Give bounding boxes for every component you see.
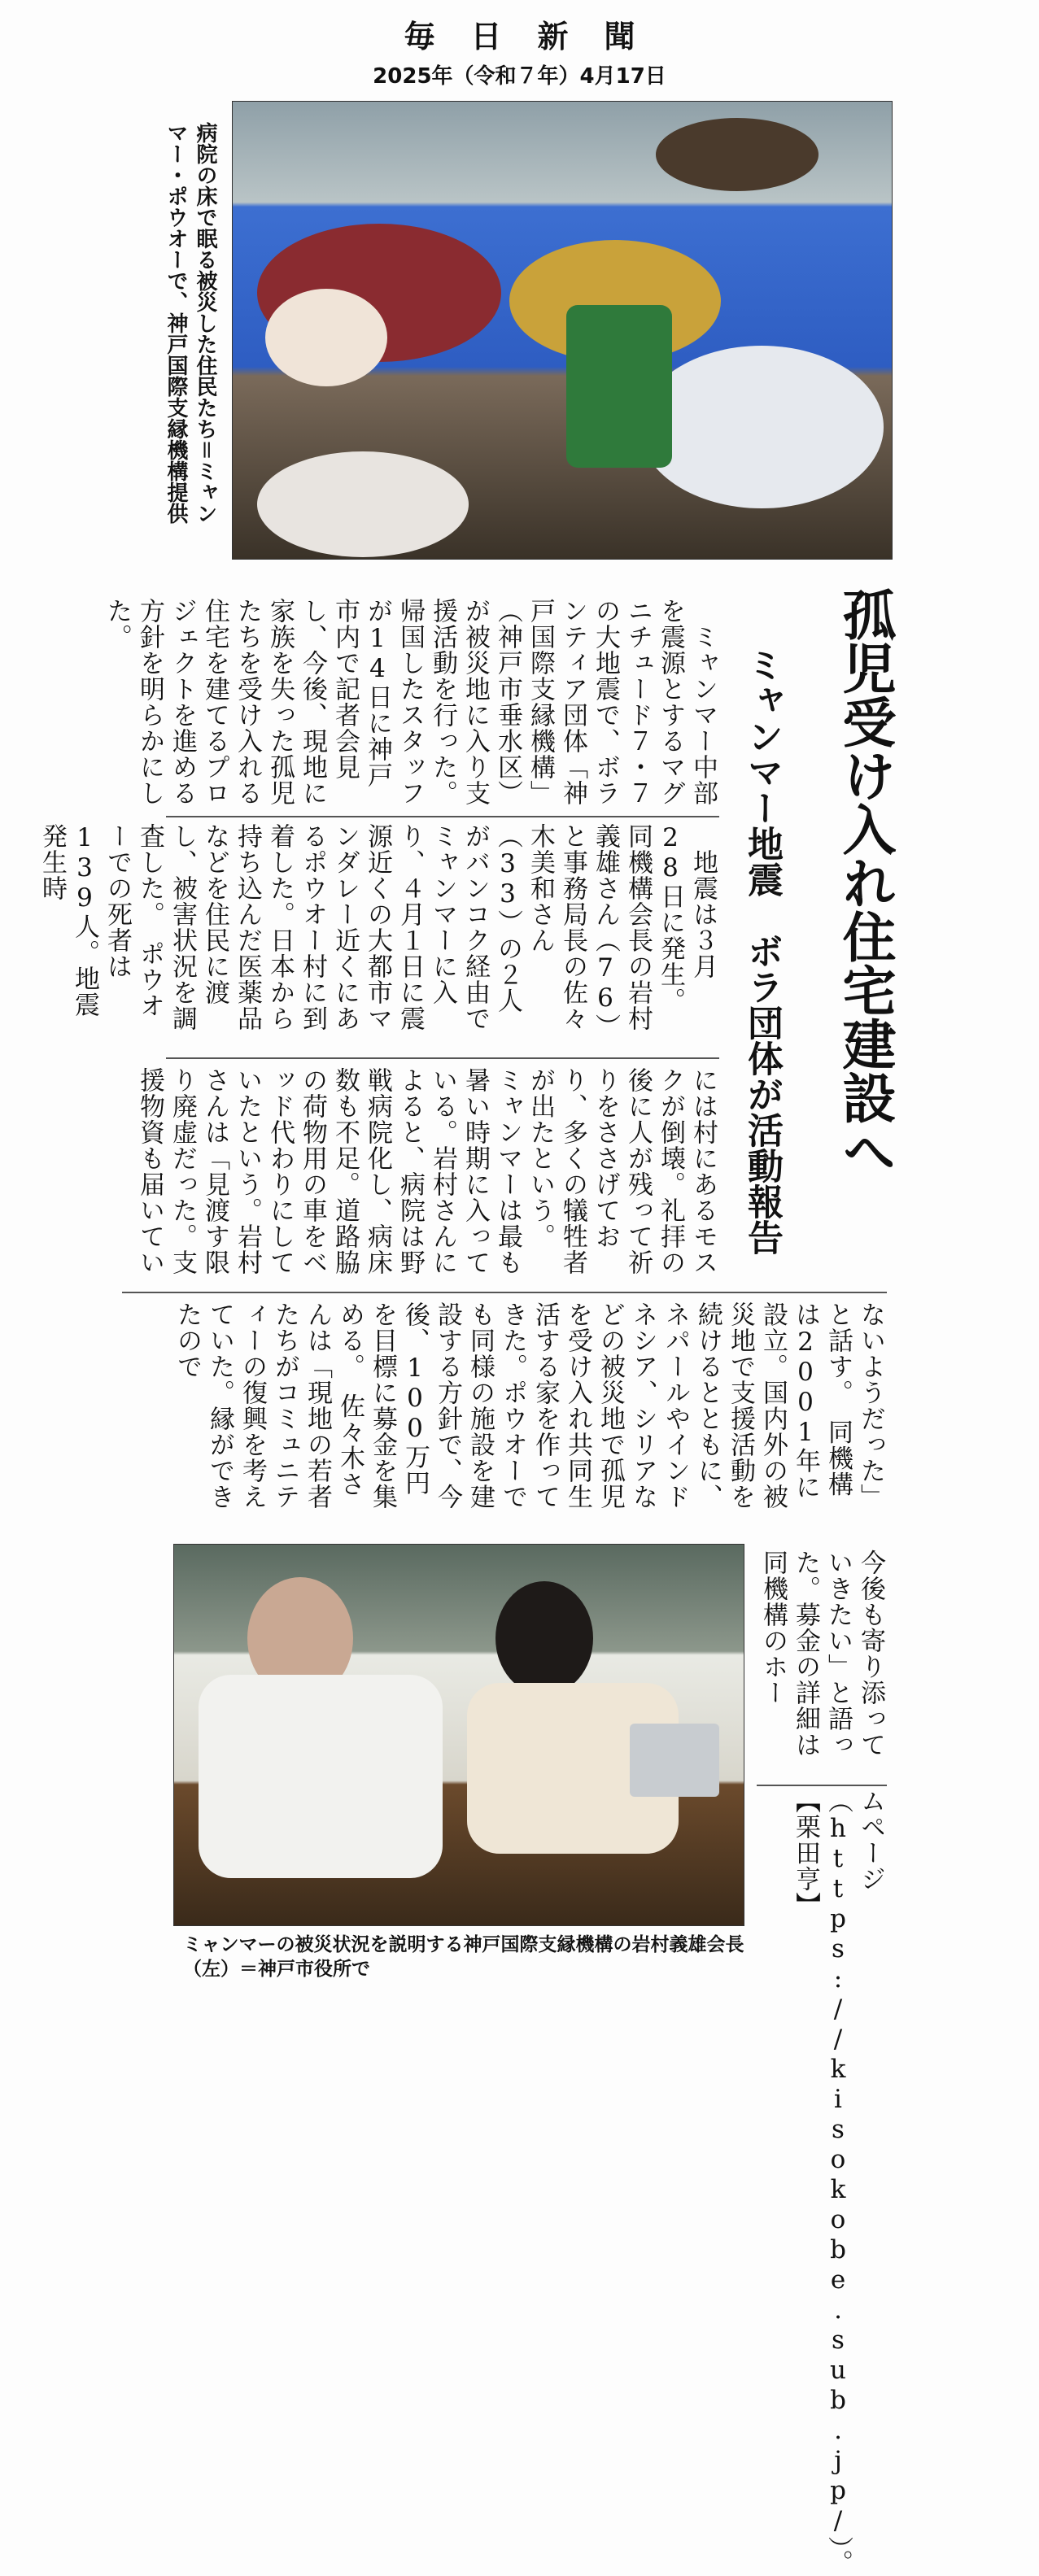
newspaper-name: 毎日新聞 bbox=[404, 18, 671, 54]
photo-woman-head bbox=[495, 1581, 593, 1695]
article-column-1: ミャンマー中部を震源とするマグニチュード７・７の大地震で、ボランティア団体「神戸国際支縁機構」（神戸市垂水区）が被災地に入り支援活動を行った。帰国したスタッフが14日に神戸市内で記者会見し、今後、現地に家族を失った孤児たちを受け入れる住宅を建てるプロジェクトを進める方針を明らかにした。 bbox=[103, 598, 718, 806]
photo-caption-top: 病院の床で眠る被災した住民たち＝ミャンマー・ポウオーで、神戸国際支縁機構提供 bbox=[164, 122, 217, 524]
photo-man-body bbox=[199, 1675, 443, 1878]
photo-figure-sleeping bbox=[656, 118, 819, 191]
column-divider bbox=[122, 1292, 887, 1293]
issue-date: 2025年（令和７年）4月17日 bbox=[373, 64, 666, 89]
photo-laptop bbox=[630, 1724, 719, 1797]
photo-figure-child bbox=[265, 289, 387, 386]
photo-caption-bottom: ミャンマーの被災状況を説明する神戸国際支縁機構の岩村義雄会長（左）＝神戸市役所で bbox=[183, 1934, 744, 1980]
photo-press-conference bbox=[173, 1544, 744, 1926]
article-column-3: には村にあるモスクが倒壊。礼拝の後に人が残って祈りをささげており、多くの犠牲者が出たという。 ミャンマーは最も暑い時期に入っている。岩村さんによると、病院は野戦病院化し、病床数も不足。道路脇の荷物用の車をベッド代わりにしていたという。岩村さんは「見渡す限り廃虚だった。支援物資も届いてい bbox=[135, 1067, 718, 1275]
photo-chair bbox=[566, 305, 672, 468]
article-column-6: ムページ（https://kisokobe.sub.jp/）。【栗田亨】 bbox=[791, 1788, 885, 2576]
column-divider bbox=[757, 1785, 887, 1786]
subheadline: ミャンマー地震 ボラ団体が活動報告 bbox=[741, 647, 783, 1255]
photo-hospital-floor bbox=[232, 101, 893, 560]
column-divider bbox=[166, 1057, 719, 1059]
headline: 孤児受け入れ住宅建設へ bbox=[833, 587, 896, 1178]
article-column-5: 今後も寄り添っていきたい」と語った。募金の詳細は同機構のホー bbox=[758, 1550, 885, 1758]
photo-sack bbox=[257, 451, 469, 557]
masthead bbox=[0, 11, 1039, 89]
article-column-2: 地震は３月28日に発生。同機構会長の岩村義雄さん（76）と事務局長の佐々木美和さん（33）の２人がバンコク経由でミャンマーに入り、４月１日に震源近くの大都市マンダレー近くにあるポウオー村に到着した。日本から持ち込んだ医薬品などを住民に渡し、被害状況を調査した。 ポウオーでの死者は139人。地震発生時 bbox=[37, 823, 718, 1031]
column-divider bbox=[166, 816, 719, 817]
article-column-4: ないようだった」と話す。 同機構は2001年に設立。国内外の被災地で支援活動を続けるとともに、ネパールやインドネシア、シリアなどの被災地で孤児を受け入れ共同生活する家を作ってきた。ポウオーでも同様の施設を建設する方針で、今後、100万円を目標に募金を集める。 佐々木さんは「現地の若者たちがコミュニティーの復興を考えていた。縁ができたので bbox=[172, 1301, 885, 1510]
photo-boy bbox=[640, 346, 884, 508]
